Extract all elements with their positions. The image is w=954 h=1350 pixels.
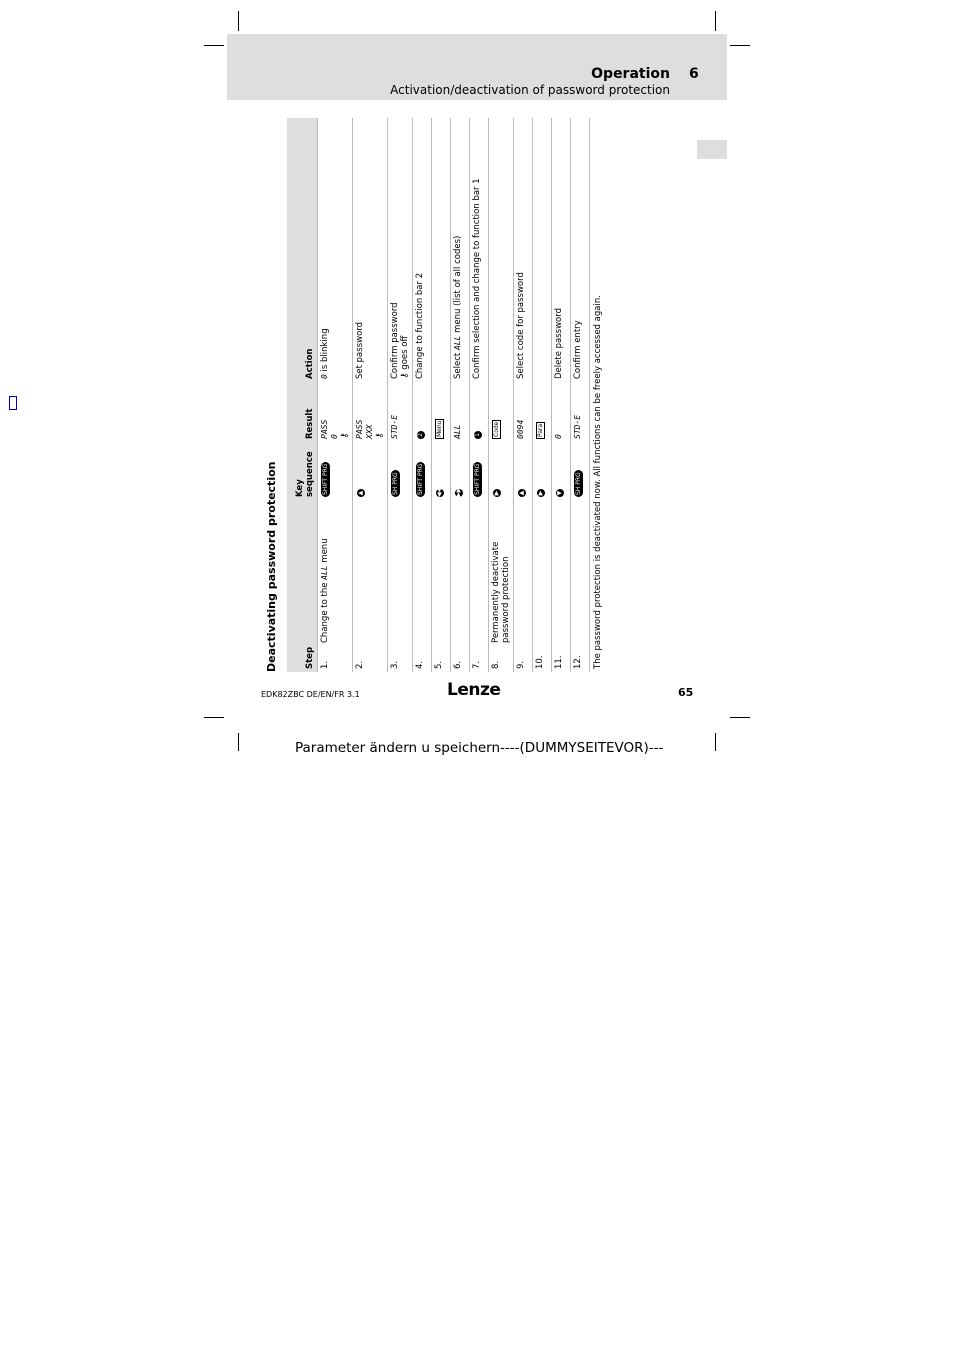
key-button-icon: ▲ — [357, 490, 364, 496]
step-number: 7. — [470, 646, 489, 672]
crop-mark — [730, 717, 750, 718]
key-button-icon: ▼ — [556, 490, 563, 496]
key-sequence — [470, 442, 489, 500]
desc-text: menu — [320, 538, 330, 566]
action-text-part: Confirm password — [390, 302, 400, 379]
key-button-icon: ▶▶ — [455, 487, 462, 497]
key-button-icon: ▶ — [537, 490, 544, 496]
key-sequence — [388, 442, 413, 500]
step-number: 2. — [353, 646, 388, 672]
result-display — [353, 382, 388, 442]
action-text — [432, 118, 451, 382]
col-header-result: Result — [287, 382, 318, 442]
result-display — [451, 382, 470, 442]
table-row — [432, 118, 451, 672]
result-display — [413, 382, 432, 442]
table-row — [388, 118, 413, 672]
action-text-part: Set password — [355, 321, 365, 379]
key-sequence — [353, 442, 388, 500]
col-header-step: Step — [287, 646, 318, 672]
step-description — [353, 500, 388, 646]
step-number: 6. — [451, 646, 470, 672]
result-display — [388, 382, 413, 442]
lcd-text: STD-E — [573, 414, 582, 439]
step-description — [489, 500, 514, 646]
page-subtitle: Activation/deactivation of password protection — [390, 83, 670, 97]
note-row — [590, 118, 610, 672]
action-text-part: Confirm selection and change to function bar 1 — [472, 178, 482, 379]
action-text-part: menu (list of all codes) — [453, 235, 463, 336]
step-description — [533, 500, 552, 646]
action-text-part: is blinking — [320, 328, 330, 375]
step-number: 5. — [432, 646, 451, 672]
lcd-text: STD-E — [390, 414, 399, 439]
step-number: 12. — [571, 646, 590, 672]
crop-mark — [204, 45, 224, 46]
key-button-icon: ◀◀ — [436, 487, 443, 497]
step-description — [432, 500, 451, 646]
table-row — [318, 118, 353, 672]
result-display — [514, 382, 533, 442]
lcd-text: PASS — [320, 419, 329, 439]
key-sequence — [432, 442, 451, 500]
crop-mark — [238, 733, 239, 751]
key-icon: ⚷ — [340, 432, 350, 439]
key-icon: ⚷ — [375, 432, 385, 439]
action-second-line — [400, 121, 410, 379]
action-text-part: Select — [453, 350, 463, 379]
crop-mark — [238, 11, 239, 31]
step-number: 3. — [388, 646, 413, 672]
lcd-boxed-label: Para — [537, 423, 544, 437]
key-button-icon: ▲ — [518, 490, 525, 496]
key-sequence — [533, 442, 552, 500]
result-display — [571, 382, 590, 442]
step-number: 11. — [552, 646, 571, 672]
step-description — [388, 500, 413, 646]
key-button-icon: SHIFT PRG — [417, 463, 424, 495]
key-sequence — [571, 442, 590, 500]
action-text-part: Delete password — [554, 308, 564, 379]
key-sequence — [318, 442, 353, 500]
crop-mark — [715, 11, 716, 31]
action-text-part: Select code for password — [516, 272, 526, 379]
action-text — [318, 118, 353, 382]
action-lcd-text: ALL — [453, 335, 462, 351]
table-row — [489, 118, 514, 672]
key-sequence — [514, 442, 533, 500]
key-sequence — [413, 442, 432, 500]
table-row — [533, 118, 552, 672]
table-note: The password protection is deactivated now. All functions can be freely accessed again. — [590, 118, 610, 672]
step-description — [514, 500, 533, 646]
result-display — [470, 382, 489, 442]
dummy-line: Parameter ändern u speichern----(DUMMYSEITEVOR)--- — [295, 740, 664, 756]
step-description — [571, 500, 590, 646]
rotated-table-container — [265, 118, 615, 672]
result-display — [533, 382, 552, 442]
result-display — [318, 382, 353, 442]
result-display — [489, 382, 514, 442]
key-button-icon: SH PRG — [575, 472, 582, 495]
action-text — [571, 118, 590, 382]
action-lcd-text: 0 — [320, 374, 329, 379]
table-header-row — [287, 118, 318, 672]
action-text — [514, 118, 533, 382]
table-row — [413, 118, 432, 672]
col-header-desc — [287, 500, 318, 646]
action-text — [552, 118, 571, 382]
table-row — [353, 118, 388, 672]
step-number: 8. — [489, 646, 514, 672]
key-button-icon: SHIFT PRG — [322, 463, 329, 495]
step-description — [318, 500, 353, 646]
step-description — [552, 500, 571, 646]
key-icon: ⚷ — [400, 372, 410, 379]
crop-mark — [730, 45, 750, 46]
action-text-part: Confirm entry — [573, 320, 583, 379]
col-header-action: Action — [287, 118, 318, 382]
action-text — [388, 118, 413, 382]
action-text — [533, 118, 552, 382]
lcd-text: PASS — [355, 419, 364, 439]
lenze-logo: Lenze — [447, 680, 501, 700]
lcd-boxed-label: Code — [493, 421, 500, 437]
step-number: 9. — [514, 646, 533, 672]
step-description — [413, 500, 432, 646]
chapter-tab — [697, 140, 727, 159]
col-header-key: Key sequence — [287, 442, 318, 500]
table-row — [514, 118, 533, 672]
function-bar-indicator: 2 — [417, 431, 425, 439]
key-sequence — [489, 442, 514, 500]
key-sequence — [552, 442, 571, 500]
table-row — [470, 118, 489, 672]
desc-text: Change to the — [320, 579, 330, 643]
crop-mark — [204, 717, 224, 718]
steps-table — [287, 118, 609, 672]
chapter-number: 6 — [689, 66, 699, 82]
bookmark-marker — [9, 396, 17, 410]
result-display — [552, 382, 571, 442]
step-number: 1. — [318, 646, 353, 672]
result-display — [432, 382, 451, 442]
key-button-icon: SH PRG — [392, 472, 399, 495]
step-number: 10. — [533, 646, 552, 672]
lcd-text: 0 — [330, 434, 339, 439]
doc-id: EDK82ZBC DE/EN/FR 3.1 — [261, 690, 360, 699]
step-number: 4. — [413, 646, 432, 672]
lcd-text: 0094 — [516, 419, 525, 439]
action-text — [470, 118, 489, 382]
lcd-text: ALL — [453, 424, 462, 439]
function-bar-indicator: 1 — [474, 431, 482, 439]
key-button-icon: ▶ — [493, 490, 500, 496]
crop-mark — [715, 733, 716, 751]
table-row — [571, 118, 590, 672]
key-sequence — [451, 442, 470, 500]
lcd-text: 0 — [554, 434, 563, 439]
key-button-icon: SHIFT PRG — [474, 463, 481, 495]
action-text — [451, 118, 470, 382]
action-text-part: Change to function bar 2 — [415, 272, 425, 379]
action-text — [353, 118, 388, 382]
action-text — [413, 118, 432, 382]
table-row — [552, 118, 571, 672]
lcd-text: XXX — [365, 424, 374, 439]
desc-text: Permanently deactivate password protection — [491, 541, 511, 643]
table-caption: Deactivating password protection — [265, 461, 278, 672]
step-description — [451, 500, 470, 646]
action-text-part: goes off — [400, 335, 410, 373]
lcd-boxed-label: Menu — [436, 420, 443, 437]
step-description — [470, 500, 489, 646]
page-number: 65 — [678, 686, 694, 699]
desc-lcd-text: ALL — [320, 565, 329, 580]
page-title: Operation — [591, 66, 670, 82]
table-row — [451, 118, 470, 672]
action-text — [489, 118, 514, 382]
